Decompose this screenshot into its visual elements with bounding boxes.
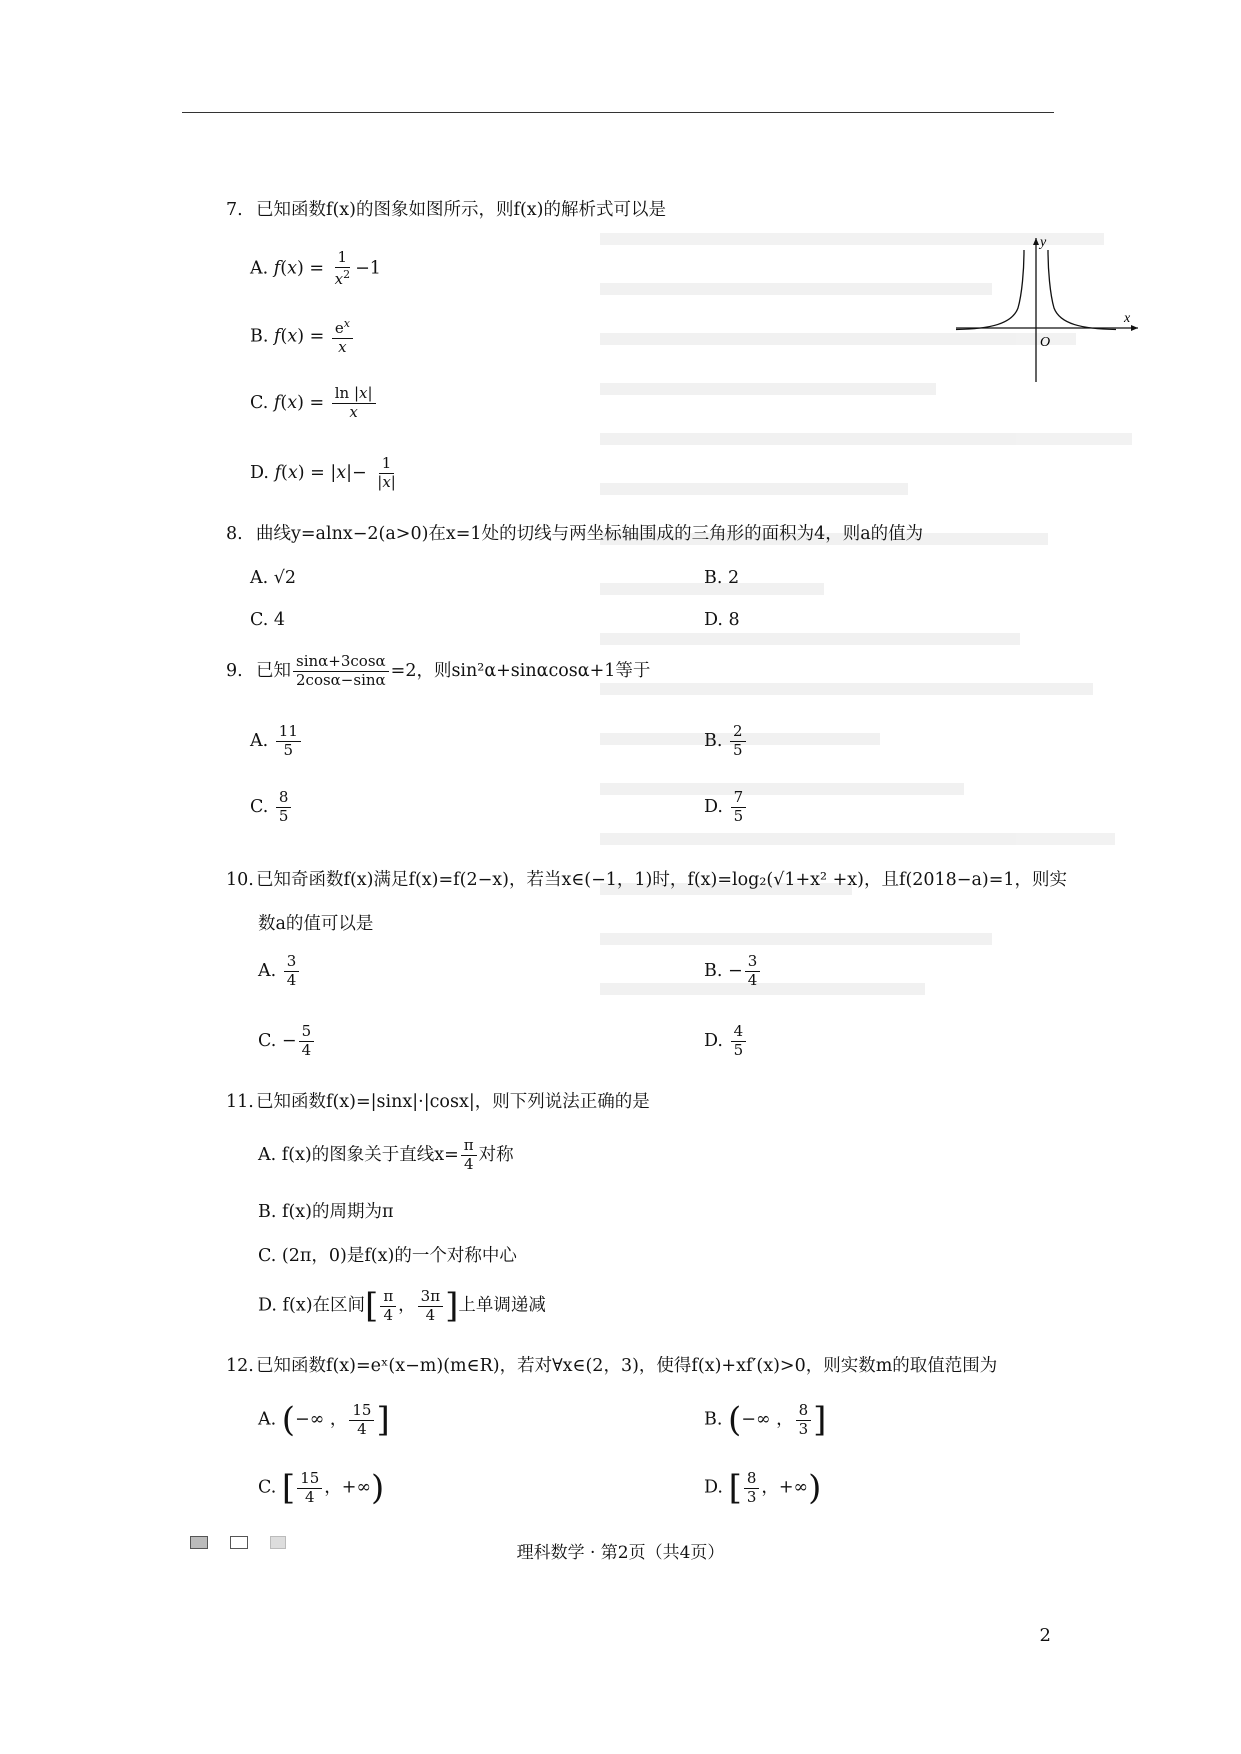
y-axis-label: y <box>1040 235 1047 250</box>
q9-number: 9. <box>226 660 243 681</box>
q8-option-d: D. 8 <box>704 610 740 630</box>
fraction: $\frac{\ln |x|}{x}$ <box>332 386 376 421</box>
q7-number: 7. <box>226 200 243 220</box>
q12-text: 已知函数f(x)=eˣ(x−m)(m∈R)，若对∀x∈(2，3)，使得f(x)+xf′(x)>0，则实数m的取值范围为 <box>256 1356 998 1376</box>
q10-option-a: A. $\frac{3}{4}$ <box>258 954 301 989</box>
fraction: $\frac{1}{|x|}$ <box>377 454 396 491</box>
q12-option-d: D. [ $\frac{8}{3}$ ，+∞) <box>704 1468 822 1508</box>
q9-option-b: B. $\frac{2}{5}$ <box>704 724 748 759</box>
q11-option-d: D. f(x)在区间[ $\frac{\pi}{4}$ ， $\frac{3\pi}{4}$ ]上单调递减 <box>258 1286 546 1326</box>
q7-option-b: B. f(x) = $\frac{e^x}{x}$ <box>250 318 355 356</box>
q9-option-a: A. $\frac{11}{5}$ <box>250 724 303 759</box>
fraction: $\frac{1}{x^2}$ <box>334 248 351 288</box>
q9-option-c: C. $\frac{8}{5}$ <box>250 790 293 825</box>
q12-option-c: C. [ $\frac{15}{4}$ ，+∞) <box>258 1468 385 1508</box>
q12-stem <box>226 1352 997 1377</box>
page-number: 2 <box>1039 1625 1051 1646</box>
q7-option-d: D. f(x) = |x|− $\frac{1}{|x|}$ <box>250 456 401 491</box>
q9-stem: 9. 已知 $\frac{\sin\alpha+3\cos\alpha}{2\cos\alpha-\sin\alpha}$ =2，则sin²α+sinαcosα+1等于 <box>226 652 651 689</box>
q11-option-a: A. f(x)的图象关于直线x= $\frac{\pi}{4}$ 对称 <box>258 1136 514 1173</box>
q10-stem-line2: 数a的值可以是 <box>258 914 374 934</box>
q11-stem <box>226 1088 650 1113</box>
q11-text: 已知函数f(x)=|sinx|·|cosx|，则下列说法正确的是 <box>256 1092 650 1112</box>
q7-option-a: A. f(x) = $\frac{1}{x^2}$ −1 <box>250 248 381 288</box>
q8-option-a: A. √2 <box>250 568 297 588</box>
q8-option-c: C. 4 <box>250 610 286 630</box>
q12-option-b: B. (−∞ ， $\frac{8}{3}$ ] <box>704 1400 827 1440</box>
bleed-through-text <box>600 195 1160 1445</box>
left-branch-curve <box>956 250 1024 330</box>
y-axis-arrow <box>1033 238 1039 245</box>
fraction: $\frac{\sin\alpha+3\cos\alpha}{2\cos\alpha-\sin\alpha}$ <box>293 654 389 689</box>
q10-option-b: B. − $\frac{3}{4}$ <box>704 954 762 989</box>
q11-option-c: C. (2π，0)是f(x)的一个对称中心 <box>258 1246 517 1266</box>
x-axis-arrow <box>1131 325 1138 331</box>
q8-text: 曲线y=alnx−2(a>0)在x=1处的切线与两坐标轴围成的三角形的面积为4，则a的值为 <box>256 524 924 544</box>
q12-number: 12. <box>226 1356 254 1376</box>
q10-option-d: D. $\frac{4}{5}$ <box>704 1024 748 1059</box>
right-branch-curve <box>1048 250 1116 330</box>
q11-option-b: B. f(x)的周期为π <box>258 1202 394 1222</box>
footer-page-info: 理科数学 · 第2页（共4页） <box>516 1543 725 1563</box>
q8-stem <box>226 520 923 545</box>
q11-number: 11. <box>226 1092 254 1112</box>
q12-option-a: A. (−∞ ， $\frac{15}{4}$ ] <box>258 1400 390 1440</box>
q7-function-graph <box>950 232 1150 382</box>
q10-number: 10. <box>226 870 254 890</box>
x-axis-label: x <box>1124 311 1131 326</box>
q10-option-c: C. − $\frac{5}{4}$ <box>258 1024 316 1059</box>
q9-option-d: D. $\frac{7}{5}$ <box>704 790 748 825</box>
origin-label: O <box>1040 335 1051 350</box>
q8-number: 8. <box>226 524 243 544</box>
q7-stem <box>226 196 666 221</box>
fraction: $\frac{e^x}{x}$ <box>332 318 353 356</box>
q8-option-b: B. 2 <box>704 568 740 588</box>
q10-text: 已知奇函数f(x)满足f(x)=f(2−x)，若当x∈(−1，1)时，f(x)=log₂(√1+x² +x)，且f(2018−a)=1，则实 <box>256 870 1068 890</box>
q7-option-c: C. f(x) = $\frac{\ln |x|}{x}$ <box>250 386 378 421</box>
q7-text: 已知函数f(x)的图象如图所示，则f(x)的解析式可以是 <box>256 200 667 220</box>
q10-stem-line1 <box>226 866 1067 891</box>
header-rule <box>182 112 1054 113</box>
